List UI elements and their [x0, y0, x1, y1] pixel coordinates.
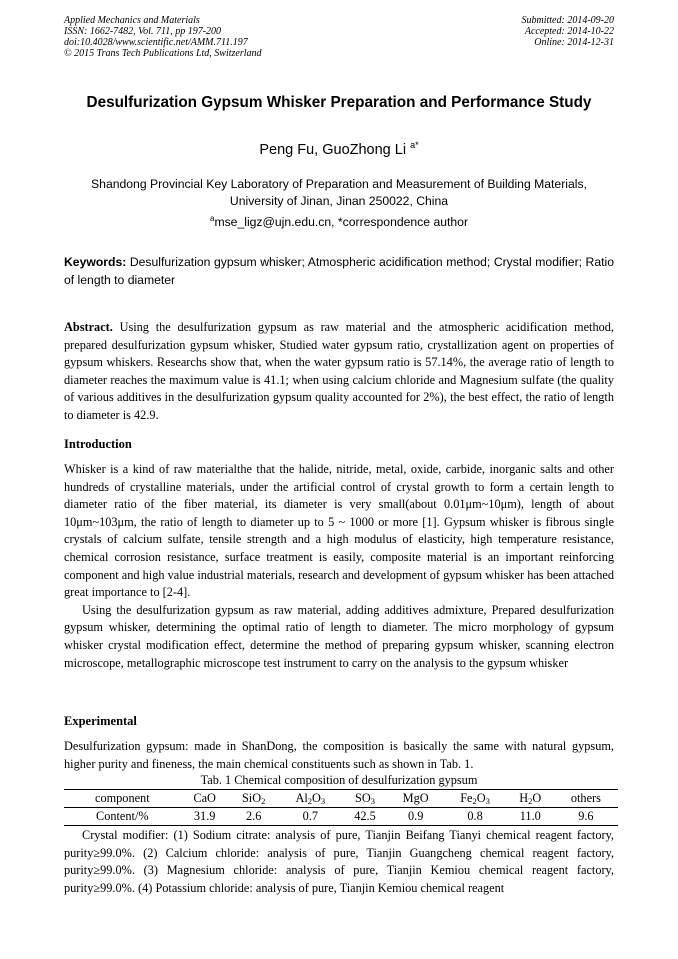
- keywords-text: Desulfurization gypsum whisker; Atmospheric acidification method; Crystal modifier; Ratio of length to diameter: [64, 255, 614, 287]
- experimental-heading: Experimental: [64, 714, 137, 728]
- abstract: [64, 319, 614, 425]
- table-row-label: Content/%: [64, 808, 181, 826]
- copyright-line: © 2015 Trans Tech Publications Ltd, Switzerland: [64, 48, 262, 59]
- table-header-cell: $SO_3$: [342, 790, 388, 808]
- table-cell: 9.6: [554, 808, 618, 826]
- table-cell: 42.5: [342, 808, 388, 826]
- table-header-cell: $H_2O$: [507, 790, 554, 808]
- table-header-row: [64, 790, 618, 808]
- table-header-cell: $Al_2O_3$: [279, 790, 342, 808]
- experimental-paragraph-1: Desulfurization gypsum: made in ShanDong, the composition is basically the same with natural gypsum, higher purity and fineness, the main chemical constituents such as shown in Tab. 1.: [64, 739, 614, 771]
- table-cell: 31.9: [181, 808, 229, 826]
- table-header-cell: component: [64, 790, 181, 808]
- table-cell: 0.7: [279, 808, 342, 826]
- crystal-modifier-paragraph: Crystal modifier: (1) Sodium citrate: analysis of pure, Tianjin Beifang Tianyi chemical reagent factory, purity≥99.0%. (2) Calcium chloride: analysis of pure, Tianjin Guangcheng chemical reagent factory, purity≥99.0%. (3) Magnesium chloride: analysis of pure, Tianjin Kemiou chemical reagent factory, purity≥99.0%. (4) Potassium chloride: analysis of pure, Tianjin Kemiou chemical reagent: [64, 828, 614, 895]
- table-cell: 0.9: [388, 808, 443, 826]
- table-row: [64, 808, 618, 826]
- accepted-date: Accepted: 2014-10-22: [524, 26, 614, 37]
- table-header-cell: MgO: [388, 790, 443, 808]
- table-header-cell: others: [554, 790, 618, 808]
- header-left: [64, 15, 262, 59]
- abstract-text: Using the desulfurization gypsum as raw material and the atmospheric acidification method, prepared desulfurization gypsum whisker, Studied water gypsum ratio, crystallization agent on properties of gypsum whiskers. Researchs show that, when the water gypsum ratio is 57.14%, the average ratio of length to diameter reaches the maximum value is 41.1; when using calcium chloride and Magnesium sulfate (the quality of various additives in the desulfurization gypsum quality accounted for 2%), the best effect, the ratio of length to diameter is 42.9.: [64, 320, 614, 422]
- journal-name: Applied Mechanics and Materials: [64, 15, 200, 26]
- doi-line: doi:10.4028/www.scientific.net/AMM.711.197: [64, 37, 248, 48]
- paper-title: Desulfurization Gypsum Whisker Preparation and Performance Study: [86, 94, 592, 111]
- affiliation: [64, 176, 614, 210]
- table-header-cell: SiO$_2$: [229, 790, 279, 808]
- affiliation-line-2: University of Jinan, Jinan 250022, China: [229, 194, 449, 208]
- email-text: mse_ligz@ujn.edu.cn, *correspondence author: [214, 215, 469, 230]
- table-cell: 2.6: [229, 808, 279, 826]
- issn-line: ISSN: 1662-7482, Vol. 711, pp 197-200: [64, 26, 222, 37]
- table-header-cell: $Fe_2O_3$: [443, 790, 506, 808]
- email-marker: a: [209, 214, 215, 223]
- author-line: [0, 140, 678, 158]
- table-header-cell: CaO: [181, 790, 229, 808]
- chemical-composition-table: [64, 789, 618, 826]
- author-marker: a*: [410, 140, 419, 150]
- keywords: [64, 254, 614, 289]
- email-line: [0, 214, 678, 229]
- table-cell: 0.8: [443, 808, 506, 826]
- table-caption: Tab. 1 Chemical composition of desulfurization gypsum: [200, 773, 478, 787]
- table-cell: 11.0: [507, 808, 554, 826]
- keywords-label: Keywords:: [64, 255, 127, 269]
- submitted-date: Submitted: 2014-09-20: [521, 15, 614, 26]
- online-date: Online: 2014-12-31: [534, 37, 614, 48]
- abstract-label: Abstract.: [64, 320, 113, 334]
- introduction-paragraph-1: Whisker is a kind of raw materialthe that the halide, nitride, metal, oxide, carbide, inorganic salts and other hundreds of crystalline materials, under the artificial control of crystal growth to form a certain length to diameter ratio of the fiber material, its diameter is very small(about 0.01μm~10μm), length of about 10μm~103μm, the ratio of length to diameter up to 5 ~ 1000 or more [1]. Gypsum whisker is fibrous single crystals of calcium sulfate, tensile strength and a high modulus of elasticity, high temperature resistance, chemical corrosion resistance, surface treatment is easily, composite material is an important reinforcing component and high value industrial materials, research and development of gypsum whisker has been attached great importance to [2-4].: [64, 462, 614, 600]
- introduction-paragraph-2: Using the desulfurization gypsum as raw material, adding additives admixture, Prepared desulfurization gypsum whisker, determining the optimal ratio of length to diameter. The micro morphology of gypsum whisker crystal modification effect, determine the method of preparing gypsum whisker, scanning electron microscope, metallographic microscope test instrument to carry on the analysis to the gypsum whisker: [64, 602, 614, 670]
- introduction-heading: Introduction: [64, 437, 132, 451]
- header-right: [522, 15, 615, 48]
- author-names: Peng Fu, GuoZhong Li: [259, 141, 411, 158]
- affiliation-line-1: Shandong Provincial Key Laboratory of Preparation and Measurement of Building Materials,: [91, 177, 587, 191]
- introduction-body: [64, 461, 614, 672]
